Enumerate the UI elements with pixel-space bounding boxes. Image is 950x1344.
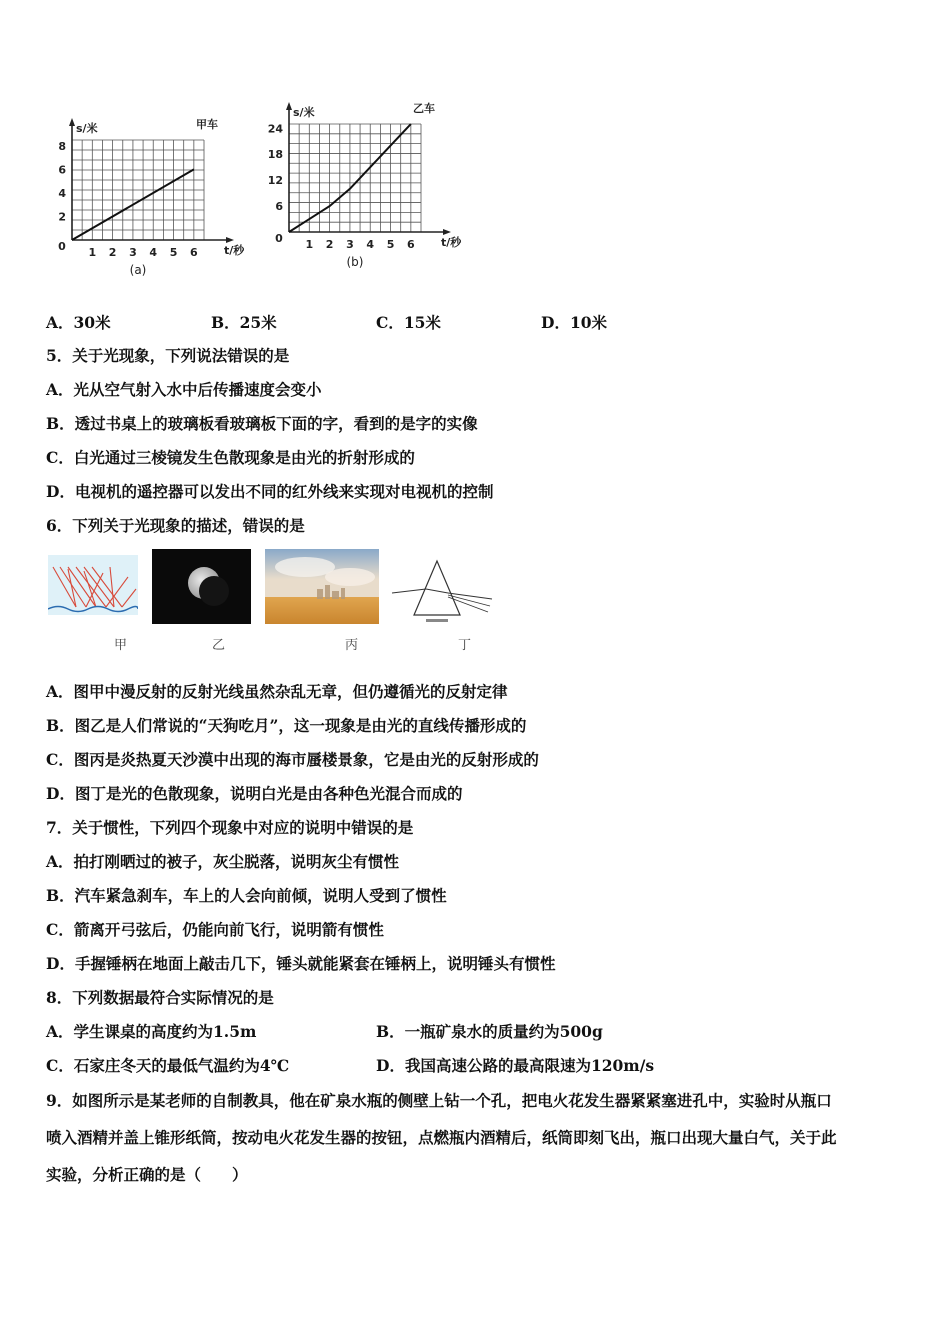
q7-option-b: B．汽车紧急刹车，车上的人会向前倾，说明人受到了惯性 — [46, 886, 447, 905]
fig-label-jia: 甲 — [114, 638, 128, 653]
q4-option-d: D．10米 — [541, 313, 608, 332]
x-tick-label: 2 — [325, 238, 334, 251]
y-axis-arrow — [69, 118, 75, 126]
q7-option-d: D．手握锤柄在地面上敲击几下，锤头就能紧套在锤柄上，说明锤头有惯性 — [46, 954, 556, 973]
q5-option-c: C．白光通过三棱镜发生色散现象是由光的折射形成的 — [46, 448, 415, 467]
q9-text-line-3: 实验，分析正确的是（ ） — [46, 1165, 248, 1184]
x-axis-label: t/秒 — [224, 244, 245, 257]
x-tick-label: 1 — [88, 246, 97, 259]
q8-option-d: D．我国高速公路的最高限速为120m/s — [376, 1056, 655, 1075]
x-tick-label: 5 — [169, 246, 178, 259]
q8-stem: 8．下列数据最符合实际情况的是 — [46, 988, 274, 1007]
q5-stem: 5．关于光现象，下列说法错误的是 — [46, 346, 290, 365]
q5-option-b: B．透过书桌上的玻璃板看玻璃板下面的字，看到的是字的实像 — [46, 414, 478, 433]
x-axis-label: t/秒 — [441, 236, 462, 249]
y-tick-label: 18 — [267, 148, 283, 162]
q9-text-line-2: 喷入酒精并盖上锥形纸筒，按动电火花发生器的按钮，点燃瓶内酒精后，纸筒即刻飞出，瓶口出现大量白气，关于此 — [46, 1128, 837, 1147]
q6-option-b: B．图乙是人们常说的“天狗吃月”，这一现象是由光的直线传播形成的 — [46, 716, 527, 735]
q7-option-a: A．拍打刚晒过的被子，灰尘脱落，说明灰尘有惯性 — [46, 852, 400, 871]
q8-option-b: B．一瓶矿泉水的质量约为500g — [376, 1022, 603, 1041]
x-tick-label: 4 — [149, 246, 158, 259]
fig-label-yi: 乙 — [212, 638, 226, 653]
y-tick-label: 4 — [58, 186, 66, 200]
q7-stem: 7．关于惯性，下列四个现象中对应的说明中错误的是 — [46, 818, 414, 837]
chart-title: 乙车 — [413, 102, 435, 115]
y-tick-label: 6 — [275, 200, 283, 214]
q4-option-c: C．15米 — [376, 313, 441, 332]
fig-label-ding: 丁 — [458, 638, 472, 653]
chart-b-grid — [289, 124, 421, 232]
q5-option-d: D．电视机的遥控器可以发出不同的红外线来实现对电视机的控制 — [46, 482, 494, 501]
q8-option-a: A．学生课桌的高度约为1.5m — [46, 1022, 257, 1041]
y-tick-label: 24 — [267, 122, 283, 136]
y-tick-label: 2 — [58, 210, 66, 224]
q6-stem: 6．下列关于光现象的描述，错误的是 — [46, 516, 305, 535]
x-tick-label: 4 — [366, 238, 375, 251]
desert-mirage-image — [265, 549, 379, 624]
chart-caption: (b) — [346, 255, 364, 269]
q6-option-d: D．图丁是光的色散现象，说明白光是由各种色光混合而成的 — [46, 784, 463, 803]
q7-option-c: C．箭离开弓弦后，仍能向前飞行，说明箭有惯性 — [46, 920, 384, 939]
x-tick-label: 3 — [129, 246, 137, 259]
q8-option-c: C．石家庄冬天的最低气温约为4℃ — [46, 1056, 290, 1075]
x-axis-arrow — [226, 237, 234, 243]
y-axis-label: s/米 — [293, 106, 315, 119]
chart-title: 甲车 — [196, 118, 218, 131]
q4-option-b: B．25米 — [211, 313, 277, 332]
x-tick-label: 5 — [386, 238, 395, 251]
x-tick-label: 3 — [346, 238, 354, 251]
x-tick-label: 6 — [190, 246, 198, 259]
q6-option-c: C．图丙是炎热夏天沙漠中出现的海市蜃楼景象，它是由光的反射形成的 — [46, 750, 539, 769]
q4-option-a: A．30米 — [46, 313, 111, 332]
origin-label: 0 — [275, 232, 283, 245]
origin-label: 0 — [58, 240, 66, 253]
y-tick-label: 6 — [58, 163, 66, 177]
lunar-eclipse-image — [152, 549, 251, 624]
chart-a — [46, 112, 256, 287]
q9-text-line-1: 9．如图所示是某老师的自制教具，他在矿泉水瓶的侧壁上钻一个孔，把电火花发生器紧紧塞进孔中，实验时从瓶口 — [46, 1091, 832, 1110]
fig-label-bing: 丙 — [345, 638, 359, 653]
chart-caption: (a) — [129, 263, 147, 277]
y-axis-label: s/米 — [76, 122, 98, 135]
chart-b — [263, 102, 473, 287]
chart-a-grid — [72, 140, 204, 240]
prism-dispersion-image — [390, 549, 495, 629]
y-tick-label: 12 — [267, 174, 283, 188]
diffuse-reflection-image — [48, 549, 138, 624]
y-tick-label: 8 — [58, 139, 66, 153]
y-axis-arrow — [286, 102, 292, 110]
q6-option-a: A．图甲中漫反射的反射光线虽然杂乱无章，但仍遵循光的反射定律 — [46, 682, 508, 701]
q5-option-a: A．光从空气射入水中后传播速度会变小 — [46, 380, 322, 399]
x-axis-arrow — [443, 229, 451, 235]
x-tick-label: 6 — [407, 238, 415, 251]
x-tick-label: 2 — [108, 246, 117, 259]
x-tick-label: 1 — [305, 238, 314, 251]
